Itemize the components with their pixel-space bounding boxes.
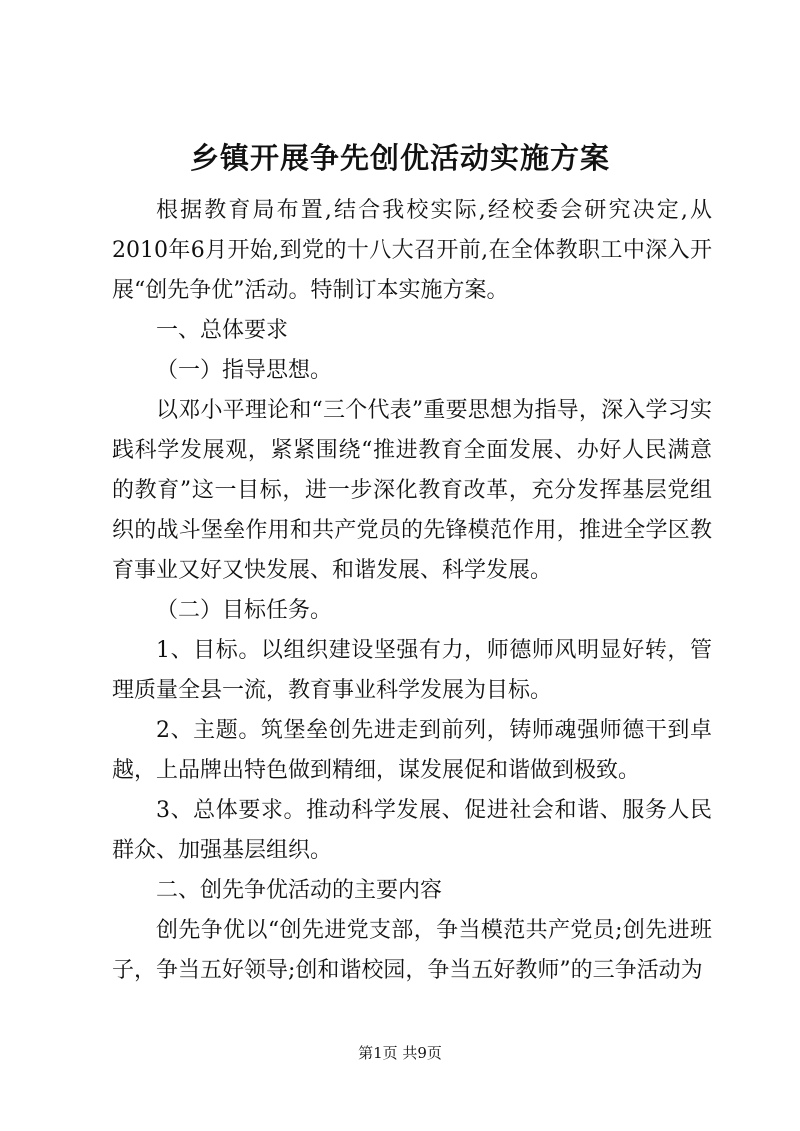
heading-subsection-2: （二）目标任务。 bbox=[156, 598, 333, 623]
paragraph-main-content: 创先争优以“创先进党支部，争当模范共产党员;创先进班子，争当五好领导;创和谐校园，争当五好教师”的三争活动为 bbox=[112, 918, 712, 983]
paragraph-intro: 根据教育局布置,结合我校实际,经校委会研究决定,从2010年6月开始,到党的十八大召开前,在全体教职工中深入开展“创先争优”活动。特制订本实施方案。 bbox=[112, 198, 712, 303]
paragraph-theme: 2、主题。筑堡垒创先进走到前列，铸师魂强师德干到卓越，上品牌出特色做到精细，谋发展促和谐做到极致。 bbox=[112, 718, 712, 783]
heading-subsection-1: （一）指导思想。 bbox=[156, 358, 333, 383]
heading-section-2: 二、创先争优活动的主要内容 bbox=[156, 878, 443, 903]
page-number-footer: 第1页 共9页 bbox=[358, 1044, 442, 1062]
paragraph-overall-requirement: 3、总体要求。推动科学发展、促进社会和谐、服务人民群众、加强基层组织。 bbox=[112, 798, 712, 863]
paragraph-goal: 1、目标。以组织建设坚强有力，师德师风明显好转，管理质量全县一流，教育事业科学发展为目标。 bbox=[112, 638, 712, 703]
paragraph-guiding-thought: 以邓小平理论和“三个代表”重要思想为指导，深入学习实践科学发展观，紧紧围绕“推进教育全面发展、办好人民满意的教育”这一目标，进一步深化教育改革，充分发挥基层党组织的战斗堡垒作用和共产党员的先锋模范作用，推进全学区教育事业又好又快发展、和谐发展、科学发展。 bbox=[112, 398, 712, 583]
heading-section-1: 一、总体要求 bbox=[156, 318, 289, 343]
document-title: 乡镇开展争先创优活动实施方案 bbox=[189, 141, 610, 175]
document-body bbox=[112, 191, 712, 991]
